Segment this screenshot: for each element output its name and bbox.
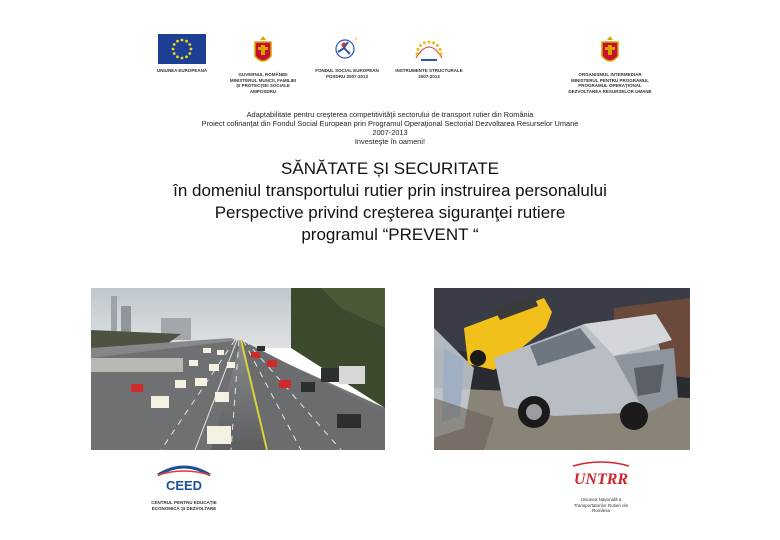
structural-instruments-caption: INSTRUMENTE STRUCTURALE 2007-2013 bbox=[395, 68, 463, 79]
eu-flag-icon bbox=[158, 34, 206, 64]
intermediate-body-logo bbox=[565, 34, 655, 94]
intermediate-body-caption: ORGANISMUL INTERMEDIAR MINISTERUL PENTRU PROGRAMUL PROGRAMUL OPERAŢIONAL DEZVOLTAREA RESURSELOR UMANE bbox=[568, 72, 652, 94]
fse-logo bbox=[302, 34, 392, 79]
eu-star-icon bbox=[173, 52, 176, 55]
arc-star-icon bbox=[436, 44, 439, 47]
header-logo-row bbox=[0, 34, 780, 94]
highway-traffic-photo bbox=[91, 288, 385, 450]
project-line-3: 2007-2013 bbox=[372, 128, 408, 137]
arc-star-icon bbox=[416, 48, 419, 51]
arc-star-icon bbox=[416, 53, 419, 56]
eu-star-icon bbox=[176, 40, 179, 43]
title-line-2: în domeniul transportului rutier prin instruirea personalului bbox=[173, 181, 607, 200]
untrr-emblem-icon bbox=[569, 460, 633, 490]
coat-of-arms-icon bbox=[598, 34, 622, 68]
title-line-1: SĂNĂTATE ȘI SECURITATE bbox=[281, 159, 499, 178]
eu-star-icon bbox=[181, 39, 184, 42]
eu-star-icon bbox=[188, 52, 191, 55]
eu-star-icon bbox=[173, 43, 176, 46]
structural-instruments-logo bbox=[384, 34, 474, 79]
arc-star-icon bbox=[440, 53, 443, 56]
ceed-logo bbox=[148, 463, 220, 511]
car-crash-photo bbox=[434, 288, 690, 450]
crash-illustration bbox=[434, 288, 690, 450]
fse-caption: FONDUL SOCIAL EUROPEAN POSDRU 2007-2013 bbox=[315, 68, 379, 79]
page-title bbox=[0, 158, 780, 246]
untrr-caption: Uniunea Naţională a Transportatorilor Rutieri din România bbox=[573, 497, 629, 513]
arc-star-icon bbox=[419, 44, 422, 47]
project-line-1: Adaptabilitate pentru creşterea competitivităţii sectorului de transport rutier din România bbox=[246, 110, 534, 119]
highway-illustration bbox=[91, 288, 385, 450]
ceed-emblem-icon bbox=[152, 463, 216, 493]
project-line-4: Investeşte în oameni! bbox=[354, 137, 426, 146]
title-line-3: Perspective privind creşterea siguranţei rutiere bbox=[214, 203, 566, 222]
untrr-logo bbox=[566, 460, 636, 514]
eu-star-icon bbox=[185, 55, 188, 58]
title-line-4: programul “PREVENT “ bbox=[301, 225, 479, 244]
project-line-2: Proiect cofinanţat din Fondul Social European prin Programul Operaţional Sectorial Dezvoltarea Resurselor Umane bbox=[201, 119, 579, 128]
government-logo bbox=[218, 34, 308, 94]
eu-caption: UNIUNEA EUROPEANĂ bbox=[156, 68, 208, 73]
eu-star-icon bbox=[188, 43, 191, 46]
ceed-caption: CENTRUL PENTRU EDUCAŢIE ECONOMICĂ ŞI DEZVOLTARE bbox=[151, 500, 217, 511]
government-caption: GUVERNUL ROMÂNIEI MINISTERUL MUNCII, FAMILIEI ŞI PROTECŢIEI SOCIALE AMPOSDRU bbox=[229, 72, 297, 94]
eu-star-icon bbox=[181, 57, 184, 60]
arc-star-icon bbox=[423, 41, 426, 44]
eu-star-icon bbox=[190, 48, 193, 51]
fse-figure-icon bbox=[330, 34, 364, 64]
eu-logo bbox=[137, 34, 227, 74]
eu-star-icon bbox=[172, 48, 175, 51]
project-description bbox=[0, 110, 780, 146]
untrr-logo-text: UNTRR bbox=[573, 471, 629, 488]
ceed-logo-text: CEED bbox=[165, 478, 203, 493]
stars-arc-icon bbox=[411, 34, 447, 64]
coat-of-arms-icon bbox=[251, 34, 275, 68]
eu-star-icon bbox=[185, 40, 188, 43]
arc-star-icon bbox=[432, 41, 435, 44]
arc-star-icon bbox=[428, 41, 431, 44]
arc-star-icon bbox=[439, 48, 442, 51]
eu-star-icon bbox=[176, 55, 179, 58]
